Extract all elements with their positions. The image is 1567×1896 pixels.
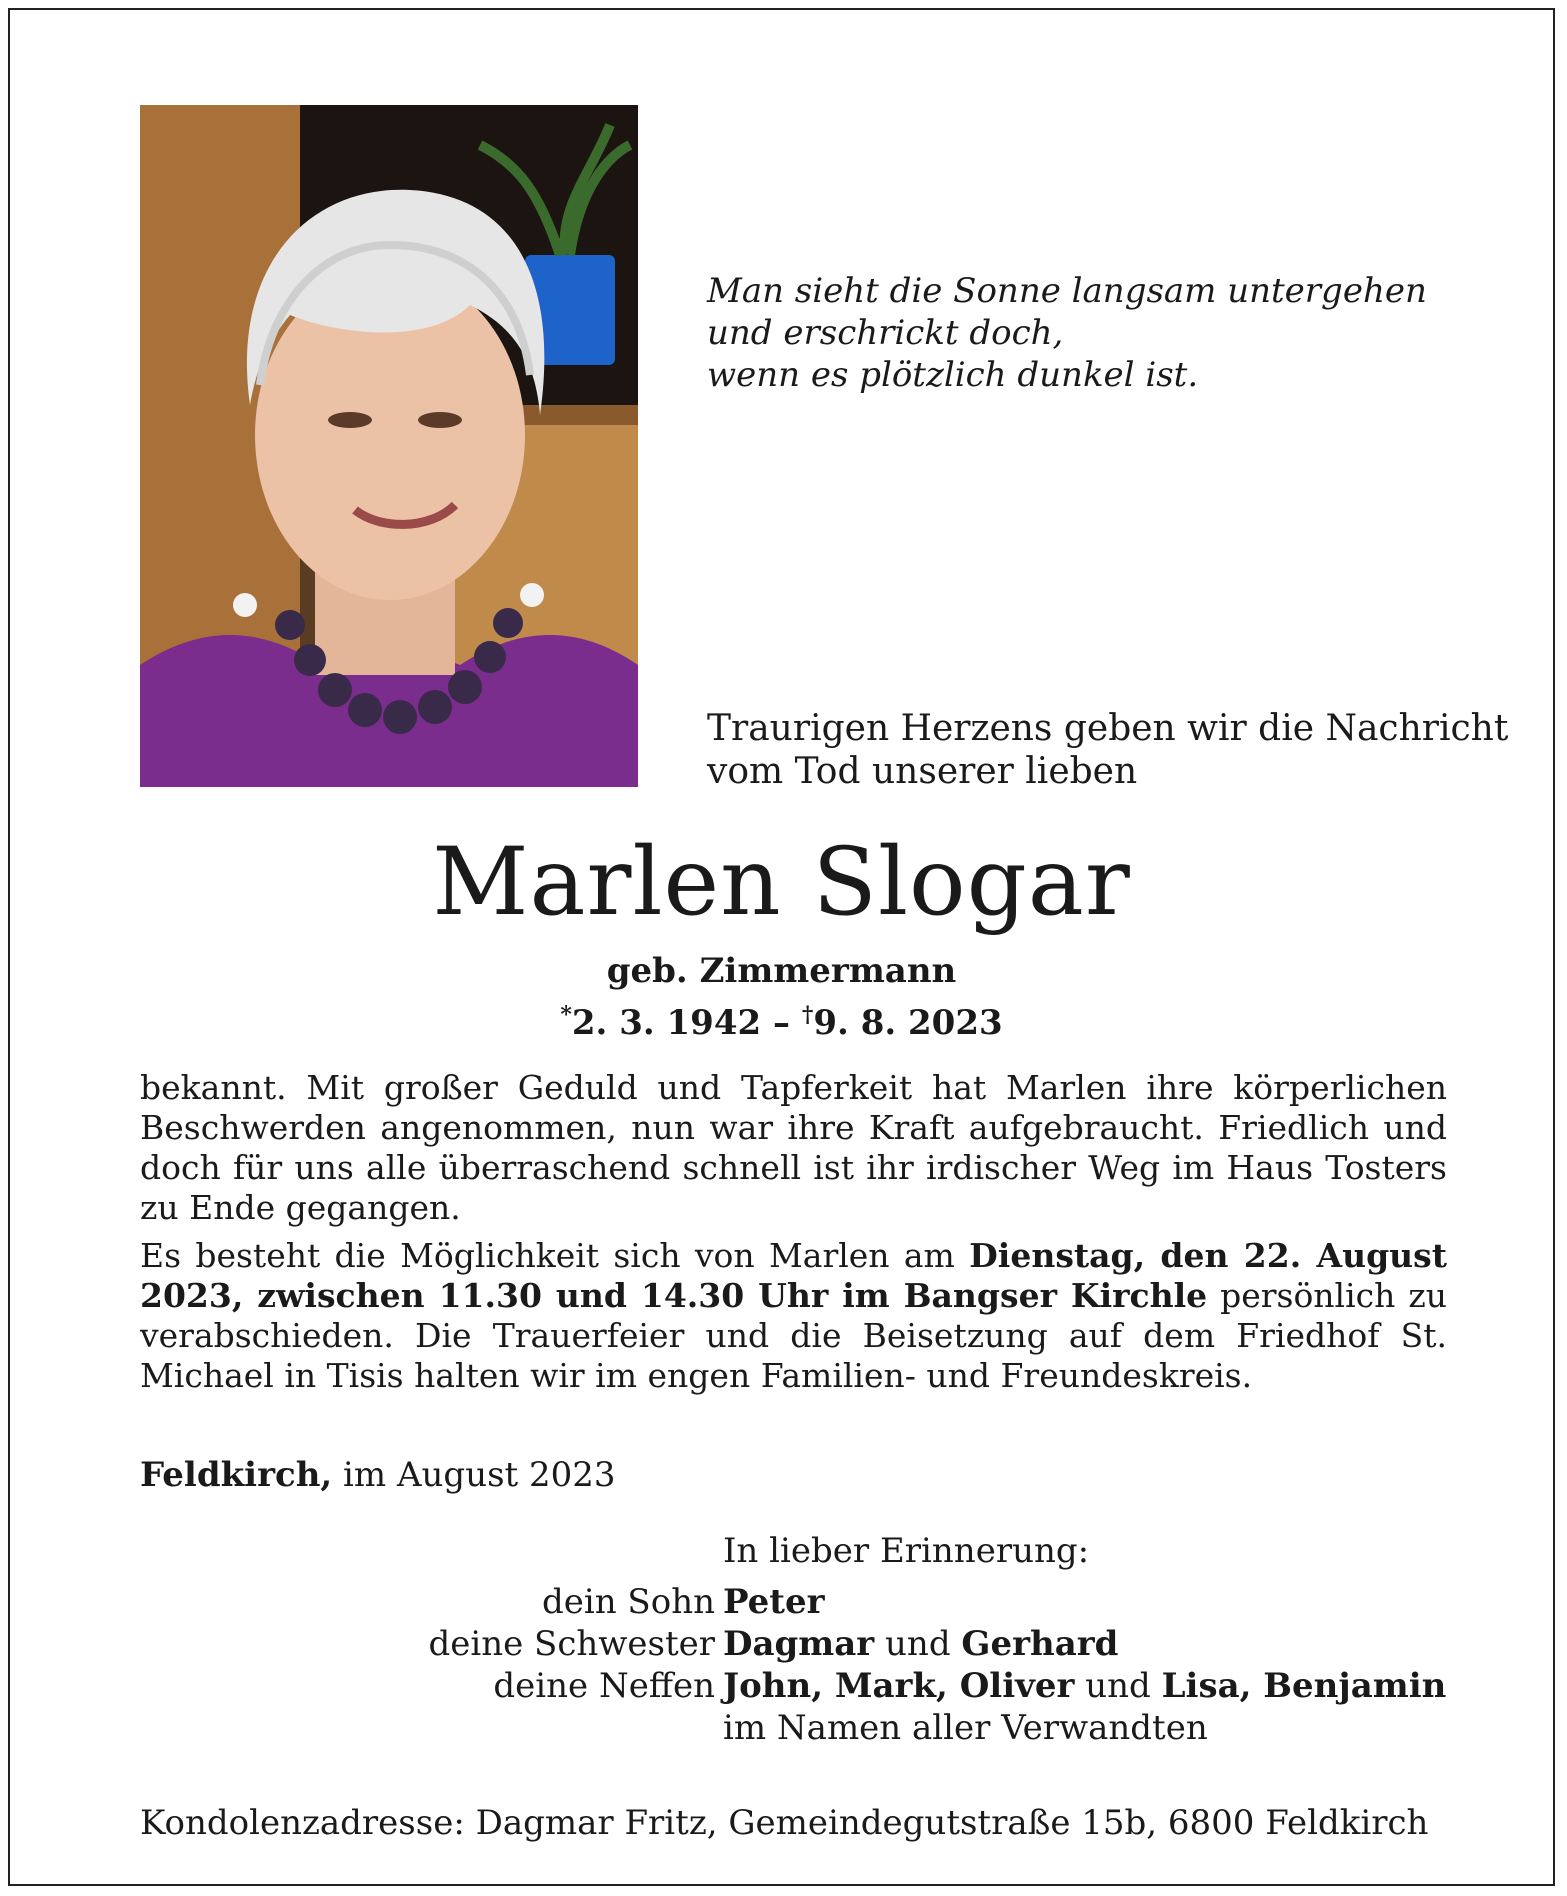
birth-symbol: *: [560, 1002, 572, 1028]
intro-line-2: vom Tod unserer lieben: [707, 751, 1138, 792]
farewell-text-start: Es besteht die Möglichkeit sich von Marlen am: [140, 1236, 970, 1275]
mourner-row: [310, 1665, 1470, 1707]
motto-line-1: Man sieht die Sonne langsam untergehen: [707, 271, 1427, 311]
names-nephews: [723, 1665, 1446, 1707]
names-son: [723, 1581, 825, 1623]
paragraph-farewell: [140, 1236, 1447, 1396]
sister-partner-name: Gerhard: [961, 1624, 1119, 1664]
motto-verse: [707, 270, 1467, 396]
intro-line-1: Traurigen Herzens geben wir die Nachricht: [707, 708, 1509, 749]
deceased-name: Marlen Slogar: [432, 828, 1131, 937]
death-symbol: †: [801, 1002, 814, 1028]
son-name: Peter: [723, 1582, 825, 1622]
memory-heading: In lieber Erinnerung:: [723, 1531, 1090, 1571]
life-dates: [10, 994, 1553, 1044]
relation-son: dein Sohn: [541, 1582, 715, 1622]
sister-and: und: [874, 1624, 962, 1664]
place-city: Feldkirch,: [140, 1455, 333, 1495]
relation-sister: deine Schwester: [428, 1624, 715, 1664]
motto-line-2: und erschrickt doch,: [707, 313, 1064, 353]
announcement-intro: [707, 707, 1509, 793]
birth-date: 2. 3. 1942: [571, 1003, 762, 1043]
relation-nephews: deine Neffen: [493, 1666, 715, 1706]
relation-empty: [310, 1707, 723, 1749]
mourner-row: [310, 1623, 1470, 1665]
motto-line-3: wenn es plötzlich dunkel ist.: [707, 355, 1199, 395]
portrait-illustration: [140, 105, 638, 787]
date-dash: –: [761, 1003, 802, 1043]
condolence-address: Kondolenzadresse: Dagmar Fritz, Gemeindegutstraße 15b, 6800 Feldkirch: [140, 1803, 1429, 1843]
sister-name: Dagmar: [723, 1624, 875, 1664]
names-sister: [723, 1623, 1118, 1665]
notice-body: [140, 1068, 1447, 1404]
farewell-text-end: persönlich zu verabschieden. Die Trauerfeier und die Beisetzung auf dem Friedhof St. Michael in Tisis halten wir im engen Familien- und Freundeskreis.: [140, 1276, 1447, 1395]
mourners-list: [310, 1581, 1470, 1749]
nephews-names-2: Lisa, Benjamin: [1161, 1666, 1447, 1706]
paragraph-passing: bekannt. Mit großer Geduld und Tapferkeit hat Marlen ihre körperlichen Beschwerden angenommen, nun war ihre Kraft aufgebraucht. Friedlich und doch für uns alle überraschend schnell ist ihr irdischer Weg im Haus Tosters zu Ende gegangen.: [140, 1068, 1447, 1227]
obituary-notice: [8, 8, 1555, 1886]
nephews-and: und: [1074, 1666, 1162, 1706]
closing-line: im Namen aller Verwandten: [723, 1708, 1208, 1748]
farewell-date-location: Dienstag, den 22. August 2023, zwischen 11.30 und 14.30 Uhr im Bangser Kirchle: [140, 1236, 1447, 1315]
mourner-row: [310, 1707, 1470, 1749]
death-date: 9. 8. 2023: [813, 1003, 1003, 1043]
nephews-names: John, Mark, Oliver: [723, 1666, 1075, 1706]
portrait-photo: [140, 105, 638, 787]
place-date: im August 2023: [332, 1455, 616, 1495]
mourner-row: [310, 1581, 1470, 1623]
birth-name: geb. Zimmermann: [606, 951, 957, 991]
place-and-date: [140, 1454, 616, 1496]
